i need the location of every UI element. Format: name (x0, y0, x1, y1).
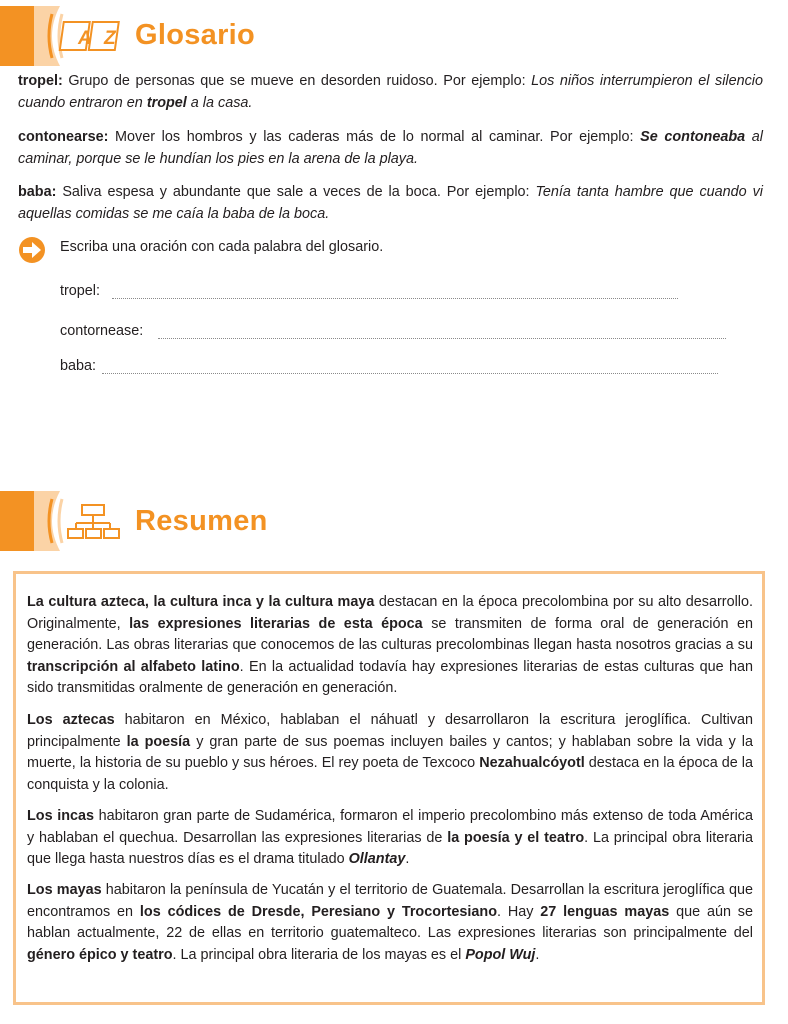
summary-paragraph-intro (27, 592, 753, 700)
summary-emphasis: 27 lenguas mayas (540, 903, 670, 920)
summary-text: destacan en la época precolombina por su alto desarrollo. Originalmente, (27, 594, 753, 632)
glossary-example: Los niños interrumpieron el silencio cuando entraron en (18, 73, 763, 111)
summary-paragraph-incas (27, 806, 753, 871)
answer-line[interactable] (112, 298, 678, 299)
resumen-header (0, 491, 788, 553)
summary-emphasis: los códices de Dresde, Peresiano y Trocortesiano (139, 903, 497, 920)
icon-letter-a: A (78, 28, 92, 49)
summary-text: . (405, 851, 410, 867)
answer-row-tropel[interactable] (60, 283, 680, 303)
glossary-example-bold: Se contoneaba (640, 129, 746, 145)
summary-text: se transmiten de forma oral de generación en generación. Las obras literarias que conocemos de las culturas precolombinas llegan hasta nosotros gracias a su (27, 615, 753, 653)
summary-text: . Hay (496, 903, 541, 920)
glossary-entry-tropel (18, 70, 763, 114)
summary-emphasis: Los mayas (27, 882, 102, 898)
arrow-right-icon (18, 236, 46, 264)
summary-emphasis: género épico y teatro (27, 946, 173, 963)
glossary-term: contonearse: (18, 129, 109, 145)
glossary-term: tropel: (18, 73, 63, 89)
summary-emphasis: transcripción al alfabeto latino (27, 658, 240, 675)
glossary-example-end: al caminar, porque se le hundían los pies en la arena de la playa. (18, 129, 763, 167)
answer-label: baba: (60, 358, 97, 374)
answer-row-baba[interactable] (60, 358, 720, 378)
glossary-definition: Grupo de personas que se mueve en desorden ruidoso. Por ejemplo: (62, 73, 532, 89)
summary-text: . La principal obra literaria que llega hasta nuestros días es el drama titulado (27, 829, 754, 867)
summary-emphasis: la poesía (126, 733, 191, 750)
summary-emphasis: Los incas (27, 808, 94, 824)
answer-line[interactable] (158, 338, 726, 339)
summary-text: . En la actualidad todavía hay expresiones literarias de estas culturas que han sido transmitidas oralmente de generación en generación. (27, 658, 753, 696)
summary-emphasis: Los aztecas (27, 712, 115, 728)
summary-text: . La principal obra literaria de los mayas es el (172, 946, 466, 963)
glosario-title: Glosario (135, 19, 256, 51)
summary-work-title: Ollantay (348, 851, 406, 867)
icon-letter-z: Z (104, 28, 116, 49)
summary-work-title: Popol Wuj (465, 946, 536, 963)
glossary-entry-contonearse (18, 126, 763, 170)
summary-emphasis: las expresiones literarias de esta época (129, 615, 423, 632)
summary-emphasis: Nezahualcóyotl (479, 755, 585, 771)
glossary-definition: Saliva espesa y abundante que sale a veces de la boca. Por ejemplo: (56, 184, 536, 200)
summary-emphasis: la poesía y el teatro (447, 829, 585, 846)
resumen-title: Resumen (135, 505, 268, 537)
summary-paragraph-aztecas (27, 710, 753, 796)
answer-label: contornease: (60, 323, 144, 339)
summary-text: . (535, 946, 540, 963)
summary-paragraph-mayas (27, 880, 753, 966)
answer-row-contornease[interactable] (60, 323, 728, 343)
answer-label: tropel: (60, 283, 100, 299)
summary-emphasis: La cultura azteca, la cultura inca y la cultura maya (27, 594, 375, 610)
glossary-example-bold: tropel (146, 95, 187, 111)
summary-text: destaca en la época de la conquista y la colonia. (27, 755, 753, 793)
summary-text: habitaron la península de Yucatán y el territorio de Guatemala. Desarrollan la escritura jeroglífica que encontramos en (27, 882, 753, 920)
glossary-entry-baba (18, 181, 763, 225)
glossary-definition: Mover los hombros y las caderas más de lo normal al caminar. Por ejemplo: (108, 129, 641, 145)
glosario-header (0, 6, 788, 68)
glossary-example: Tenía tanta hambre que cuando vi aquellas comidas se me caía la baba de la boca. (18, 184, 763, 222)
summary-diagram-icon (0, 491, 130, 551)
summary-text: habitaron gran parte de Sudamérica, formaron el imperio precolombino más extenso de toda América y hablaban el quechua. Desarrollan las expresiones literarias de (27, 808, 753, 846)
summary-text: habitaron en México, hablaban el náhuatl y desarrollaron la escritura jeroglífica. Cultivan principalmente (27, 712, 753, 750)
answer-line[interactable] (102, 373, 718, 374)
summary-text: que aún se hablan actualmente, 22 de ellas en territorio guatemalteco. Las expresiones literarias son principalmente del (27, 903, 754, 941)
glossary-example-end: a la casa. (186, 95, 253, 111)
summary-text: y gran parte de sus poemas incluyen bailes y cantos; y hablaban sobre la vida y la muerte, la historia de su pueblo y sus héroes. El rey poeta de Texcoco (27, 733, 753, 771)
glossary-term: baba: (18, 184, 57, 200)
exercise-instruction: Escriba una oración con cada palabra del glosario. (60, 239, 384, 255)
